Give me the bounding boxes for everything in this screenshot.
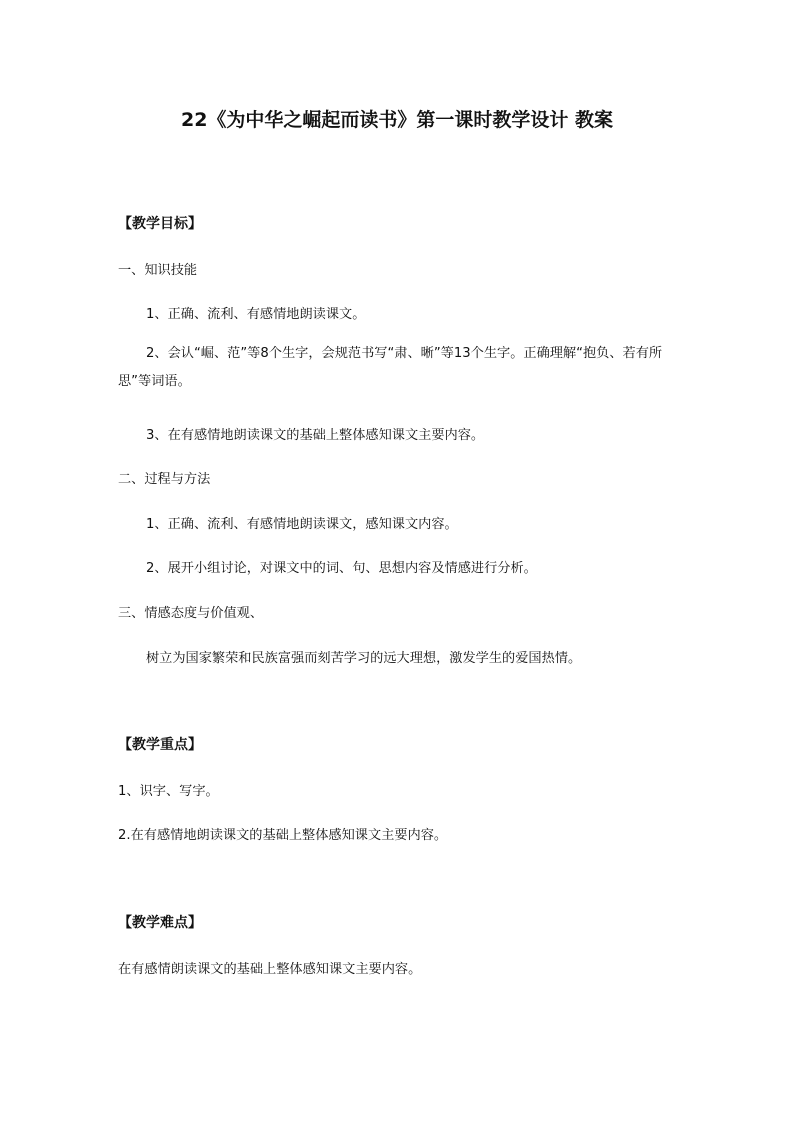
knowledge-item: 3、在有感情地朗读课文的基础上整体感知课文主要内容。 bbox=[146, 428, 485, 443]
key-points-heading: 【教学重点】 bbox=[118, 737, 202, 753]
knowledge-item: 2、会认“崛、范”等8个生字，会规范书写“肃、晰”等13个生字。正确理解“抱负、若有所思”等词语。 bbox=[118, 346, 663, 389]
knowledge-item: 1、正确、流利、有感情地朗读课文。 bbox=[146, 307, 366, 322]
attitude-text: 树立为国家繁荣和民族富强而刻苦学习的远大理想，激发学生的爱国热情。 bbox=[146, 651, 582, 666]
process-heading: 二、过程与方法 bbox=[118, 472, 211, 487]
difficulties-text: 在有感情朗读课文的基础上整体感知课文主要内容。 bbox=[118, 962, 422, 977]
difficulties-heading: 【教学难点】 bbox=[118, 915, 202, 931]
key-point-item: 1、识字、写字。 bbox=[118, 784, 219, 799]
document-title: 22《为中华之崛起而读书》第一课时教学设计 教案 bbox=[180, 109, 614, 131]
objectives-heading: 【教学目标】 bbox=[118, 216, 202, 232]
key-point-item: 2.在有感情地朗读课文的基础上整体感知课文主要内容。 bbox=[118, 828, 448, 843]
process-item: 1、正确、流利、有感情地朗读课文，感知课文内容。 bbox=[146, 517, 458, 532]
knowledge-heading: 一、知识技能 bbox=[118, 263, 198, 278]
process-item: 2、展开小组讨论，对课文中的词、句、思想内容及情感进行分析。 bbox=[146, 561, 537, 576]
attitude-heading: 三、情感态度与价值观、 bbox=[118, 606, 264, 621]
